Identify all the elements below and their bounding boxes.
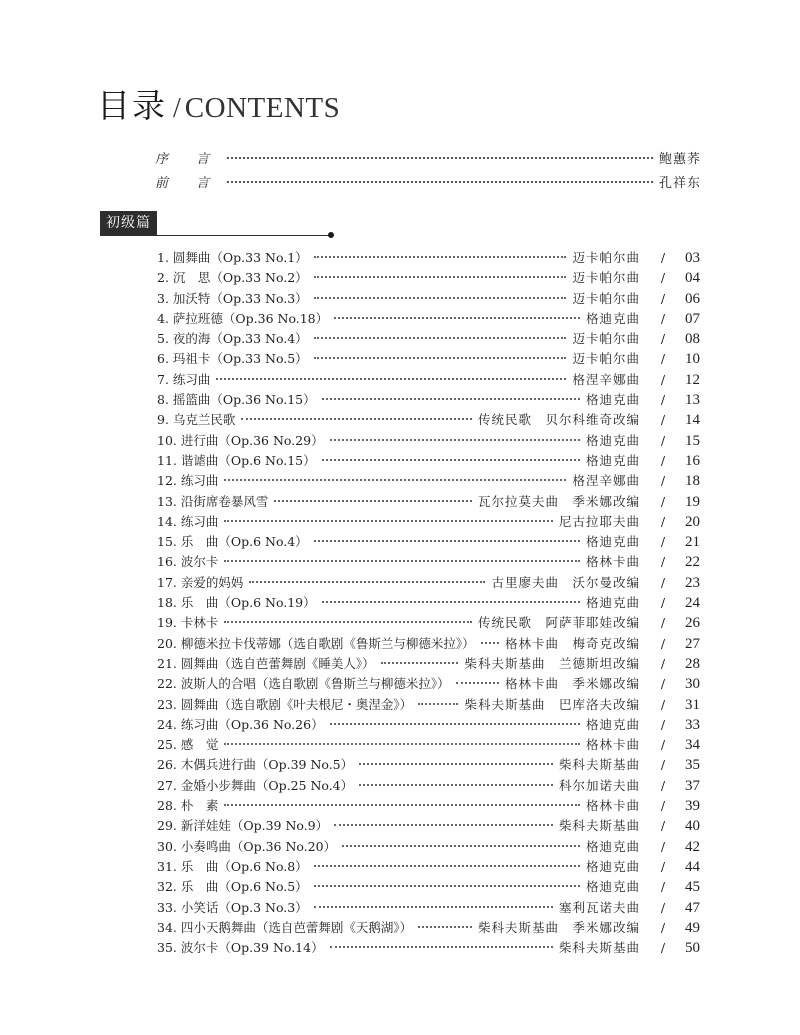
- toc-page-number: 07: [685, 310, 700, 327]
- toc-slash: /: [660, 534, 666, 550]
- dot-leader: [359, 763, 553, 765]
- toc-page-number: 50: [685, 940, 700, 957]
- toc-page-number: 34: [685, 737, 700, 754]
- toc-entry[interactable]: [157, 268, 700, 288]
- toc-entry[interactable]: [157, 512, 700, 532]
- toc-entry-credit: 迈卡帕尔曲: [572, 250, 640, 265]
- toc-page-number: 49: [685, 919, 700, 936]
- toc-entry-title: 27. 金婚小步舞曲（Op.25 No.4）: [157, 777, 354, 793]
- toc-slash: /: [660, 899, 666, 915]
- dot-leader: [314, 865, 580, 867]
- toc-entry-credit: 格迪克曲: [585, 858, 640, 874]
- toc-entry-title: 13. 沿街席卷暴风雪: [157, 493, 269, 509]
- intro-list: [155, 148, 701, 196]
- intro-title: 前 言: [155, 176, 222, 191]
- dot-leader: [224, 621, 472, 623]
- toc-entry[interactable]: [157, 613, 700, 633]
- toc-entry-credit: 科尔加诺夫曲: [558, 777, 640, 793]
- dot-leader: [314, 276, 567, 278]
- dot-leader: [314, 906, 553, 908]
- toc-page-number: 14: [685, 412, 700, 429]
- dot-leader: [481, 642, 499, 644]
- dot-leader: [342, 845, 580, 847]
- toc-slash: /: [660, 473, 666, 489]
- toc-entry[interactable]: [157, 390, 700, 410]
- toc-slash: /: [660, 818, 666, 834]
- toc-slash: /: [660, 879, 666, 895]
- toc-page-number: 37: [685, 777, 700, 794]
- dot-leader: [241, 418, 472, 420]
- toc-entry[interactable]: [157, 289, 700, 309]
- toc-entry[interactable]: [157, 329, 700, 349]
- dot-leader: [314, 337, 567, 339]
- toc-slash: /: [660, 371, 666, 387]
- toc-page-number: 42: [685, 838, 700, 855]
- toc-slash: /: [660, 858, 666, 874]
- toc-entry-title: 19. 卡林卡: [157, 615, 219, 631]
- dot-leader: [334, 824, 553, 826]
- toc-entry-title: 5. 夜的海（Op.33 No.4）: [157, 331, 308, 347]
- toc-page-number: 40: [685, 818, 700, 835]
- dot-leader: [224, 560, 580, 562]
- toc-slash: /: [660, 838, 666, 854]
- toc-slash: /: [660, 635, 666, 651]
- toc-entry[interactable]: [157, 431, 700, 451]
- toc-slash: /: [660, 310, 666, 326]
- toc-page-number: 31: [685, 696, 700, 713]
- toc-page-number: 06: [685, 290, 700, 307]
- toc-entry-credit: 柴科夫斯基曲 兰德斯坦改编: [464, 655, 640, 671]
- toc-entry-title: 34. 四小天鹅舞曲（选自芭蕾舞剧《天鹅湖》）: [157, 919, 413, 935]
- toc-entry-title: 35. 波尔卡（Op.39 No.14）: [157, 940, 324, 956]
- toc-entry-credit: 格迪克曲: [585, 716, 640, 732]
- toc-page-number: 39: [685, 798, 700, 815]
- dot-leader: [418, 703, 458, 705]
- toc-entry-title: 25. 感 觉: [157, 737, 219, 753]
- toc-page-number: 26: [685, 615, 700, 632]
- toc-entry[interactable]: [157, 796, 700, 816]
- dot-leader: [224, 743, 580, 745]
- dot-leader: [456, 682, 499, 684]
- toc-entry-title: 15. 乐 曲（Op.6 No.4）: [157, 534, 308, 550]
- dot-leader: [314, 357, 567, 359]
- toc-entry-credit: 塞利瓦诺夫曲: [558, 899, 640, 915]
- dot-leader: [227, 181, 653, 183]
- toc-entry-title: 4. 萨拉班德（Op.36 No.18）: [157, 310, 329, 326]
- toc-entry-title: 2. 沉 思（Op.33 No.2）: [157, 270, 308, 286]
- toc-entry-title: 24. 练习曲（Op.36 No.26）: [157, 716, 324, 732]
- dot-leader: [330, 439, 580, 441]
- toc-page-number: 08: [685, 331, 700, 348]
- toc-page-number: 24: [685, 595, 700, 612]
- dot-leader: [381, 662, 459, 664]
- toc-entry-credit: 格林卡曲: [585, 798, 640, 814]
- toc-page-number: 12: [685, 371, 700, 388]
- toc-entry[interactable]: [157, 248, 700, 268]
- toc-entry[interactable]: [157, 695, 700, 715]
- toc-entry-title: 32. 乐 曲（Op.6 No.5）: [157, 879, 308, 895]
- toc-entry[interactable]: [157, 715, 700, 735]
- toc-slash: /: [660, 452, 666, 468]
- toc-slash: /: [660, 595, 666, 611]
- toc-slash: /: [660, 493, 666, 509]
- toc-slash: /: [660, 290, 666, 306]
- dot-leader: [216, 378, 566, 380]
- toc-slash: /: [660, 777, 666, 793]
- toc-entry[interactable]: [157, 370, 700, 390]
- toc-entry-credit: 迈卡帕尔曲: [572, 270, 640, 286]
- toc-page-number: 44: [685, 858, 700, 875]
- toc-entry-title: 10. 进行曲（Op.36 No.29）: [157, 432, 324, 448]
- dot-leader: [330, 723, 580, 725]
- toc-entry[interactable]: [157, 309, 700, 329]
- toc-entry[interactable]: [157, 573, 700, 593]
- toc-entry-credit: 格林卡曲: [585, 737, 640, 753]
- toc-entry-title: 12. 练习曲: [157, 473, 219, 489]
- toc-entry-credit: 格迪克曲: [585, 534, 640, 550]
- toc-slash: /: [660, 676, 666, 692]
- toc-entry[interactable]: [157, 349, 700, 369]
- toc-slash: /: [660, 270, 666, 286]
- toc-entry-title: 29. 新洋娃娃（Op.39 No.9）: [157, 818, 329, 834]
- toc-page-number: 30: [685, 676, 700, 693]
- toc-page-number: 45: [685, 879, 700, 896]
- toc-entry-credit: 格涅辛娜曲: [572, 371, 640, 387]
- dot-leader: [334, 317, 580, 319]
- toc-slash: /: [660, 716, 666, 732]
- toc-slash: /: [660, 250, 666, 265]
- toc-page-number: 47: [685, 899, 700, 916]
- toc-entry-title: 22. 波斯人的合唱（选自歌剧《鲁斯兰与柳德米拉》）: [157, 676, 450, 692]
- section-label: 初级篇: [100, 211, 157, 235]
- toc-page-number: 15: [685, 432, 700, 449]
- toc-entry-title: 17. 亲爱的妈妈: [157, 574, 244, 590]
- toc-slash: /: [660, 696, 666, 712]
- intro-title: 序 言: [155, 152, 222, 167]
- page-title: [97, 80, 340, 127]
- toc-entry-credit: 格迪克曲: [585, 452, 640, 468]
- toc-entry-credit: 格林卡曲: [585, 554, 640, 570]
- title-english: CONTENTS: [184, 92, 341, 124]
- toc-page-number: 18: [685, 473, 700, 490]
- toc-entry[interactable]: [157, 674, 700, 694]
- toc-entry-credit: 传统民歌 阿萨菲耶娃改编: [477, 615, 640, 631]
- toc-entry-title: 1. 圆舞曲（Op.33 No.1）: [157, 250, 308, 265]
- toc-entry[interactable]: [157, 654, 700, 674]
- toc-entry[interactable]: [157, 532, 700, 552]
- dot-leader: [314, 540, 580, 542]
- toc-slash: /: [660, 331, 666, 347]
- toc-slash: /: [660, 513, 666, 529]
- toc-entry[interactable]: [157, 634, 700, 654]
- toc-entry-credit: 格林卡曲 季米娜改编: [504, 676, 640, 692]
- toc-entry-title: 7. 练习曲: [157, 371, 211, 387]
- toc-slash: /: [660, 432, 666, 448]
- section-rule: [100, 235, 330, 236]
- toc-entry-credit: 格迪克曲: [585, 595, 640, 611]
- dot-leader: [322, 601, 580, 603]
- toc-entry-title: 28. 朴 素: [157, 798, 219, 814]
- intro-item[interactable]: [155, 148, 701, 172]
- title-chinese: 目录: [97, 86, 167, 125]
- toc-entry[interactable]: [157, 877, 700, 897]
- toc-page-number: 19: [685, 493, 700, 510]
- toc-entry[interactable]: [157, 918, 700, 938]
- toc-slash: /: [660, 351, 666, 367]
- toc-page-number: 20: [685, 513, 700, 530]
- toc-slash: /: [660, 574, 666, 590]
- toc-entry-credit: 尼古拉耶夫曲: [558, 513, 640, 529]
- toc-entry-title: 9. 乌克兰民歌: [157, 412, 236, 428]
- toc-entry-credit: 柴科夫斯基曲: [558, 940, 640, 956]
- toc-slash: /: [660, 919, 666, 935]
- toc-entry[interactable]: [157, 735, 700, 755]
- toc-entry-title: 8. 摇篮曲（Op.36 No.15）: [157, 392, 316, 408]
- toc-entry[interactable]: [157, 755, 700, 775]
- dot-leader: [274, 500, 472, 502]
- dot-leader: [359, 784, 553, 786]
- toc-entry[interactable]: [157, 938, 700, 958]
- toc-slash: /: [660, 655, 666, 671]
- toc-entry[interactable]: [157, 837, 700, 857]
- toc-entry[interactable]: [157, 857, 700, 877]
- dot-leader: [227, 157, 653, 159]
- toc-entry-credit: 柴科夫斯基曲 巴库洛夫改编: [464, 696, 640, 712]
- dot-leader: [418, 926, 472, 928]
- toc-entry-title: 3. 加沃特（Op.33 No.3）: [157, 290, 308, 306]
- toc-page-number: 13: [685, 392, 700, 409]
- toc-entry-credit: 格涅辛娜曲: [572, 473, 640, 489]
- toc-page-number: 35: [685, 757, 700, 774]
- dot-leader: [224, 520, 553, 522]
- toc-page-number: 03: [685, 250, 700, 266]
- toc-slash: /: [660, 615, 666, 631]
- toc-entry[interactable]: [157, 816, 700, 836]
- toc-entry-title: 18. 乐 曲（Op.6 No.19）: [157, 595, 316, 611]
- dot-leader: [314, 885, 580, 887]
- toc-entry-title: 33. 小笑话（Op.3 No.3）: [157, 899, 308, 915]
- toc-entry-credit: 迈卡帕尔曲: [572, 290, 640, 306]
- toc-entry[interactable]: [157, 451, 700, 471]
- dot-leader: [322, 398, 580, 400]
- toc-list: [157, 248, 700, 958]
- toc-entry-title: 16. 波尔卡: [157, 554, 219, 570]
- toc-entry-title: 21. 圆舞曲（选自芭蕾舞剧《睡美人》）: [157, 655, 375, 671]
- toc-entry-title: 31. 乐 曲（Op.6 No.8）: [157, 858, 308, 874]
- toc-entry-title: 20. 柳德米拉卡伐蒂娜（选自歌剧《鲁斯兰与柳德米拉》）: [157, 635, 475, 651]
- toc-page-number: 22: [685, 554, 700, 571]
- toc-page-number: 21: [685, 534, 700, 551]
- toc-page-number: 28: [685, 655, 700, 672]
- toc-slash: /: [660, 798, 666, 814]
- intro-author: 鲍蕙荞: [658, 152, 701, 167]
- toc-entry-credit: 格迪克曲: [585, 392, 640, 408]
- toc-slash: /: [660, 392, 666, 408]
- toc-entry-credit: 古里廖夫曲 沃尔曼改编: [491, 574, 640, 590]
- toc-entry-credit: 格迪克曲: [585, 879, 640, 895]
- toc-slash: /: [660, 412, 666, 428]
- toc-entry-credit: 格迪克曲: [585, 310, 640, 326]
- section-header: [100, 211, 340, 239]
- dot-leader: [322, 459, 580, 461]
- dot-leader: [224, 804, 580, 806]
- toc-entry[interactable]: [157, 410, 700, 430]
- toc-page-number: 04: [685, 270, 700, 287]
- toc-entry-credit: 格迪克曲: [585, 838, 640, 854]
- toc-entry-credit: 柴科夫斯基曲 季米娜改编: [477, 919, 640, 935]
- intro-item[interactable]: [155, 172, 701, 196]
- toc-entry-credit: 柴科夫斯基曲: [558, 757, 640, 773]
- toc-slash: /: [660, 940, 666, 956]
- dot-leader: [224, 479, 566, 481]
- dot-leader: [330, 946, 553, 948]
- toc-entry-title: 26. 木偶兵进行曲（Op.39 No.5）: [157, 757, 354, 773]
- toc-page-number: 33: [685, 716, 700, 733]
- toc-entry[interactable]: [157, 552, 700, 572]
- dot-leader: [249, 581, 485, 583]
- dot-leader: [314, 256, 567, 258]
- toc-page-number: 23: [685, 574, 700, 591]
- toc-entry[interactable]: [157, 471, 700, 491]
- section-rule-dot: [328, 232, 334, 238]
- toc-entry[interactable]: [157, 593, 700, 613]
- toc-entry-title: 30. 小奏鸣曲（Op.36 No.20）: [157, 838, 337, 854]
- toc-page-number: 10: [685, 351, 700, 368]
- toc-entry-credit: 迈卡帕尔曲: [572, 351, 640, 367]
- toc-slash: /: [660, 737, 666, 753]
- title-separator: /: [173, 93, 181, 124]
- toc-entry-title: 6. 玛祖卡（Op.33 No.5）: [157, 351, 308, 367]
- toc-entry-title: 23. 圆舞曲（选自歌剧《叶夫根尼・奥涅金》）: [157, 696, 413, 712]
- intro-author: 孔祥东: [658, 176, 701, 191]
- toc-entry[interactable]: [157, 492, 700, 512]
- toc-entry[interactable]: [157, 776, 700, 796]
- dot-leader: [314, 297, 567, 299]
- toc-page-number: 16: [685, 452, 700, 469]
- toc-entry-credit: 格林卡曲 梅奇克改编: [504, 635, 640, 651]
- toc-entry-credit: 瓦尔拉莫夫曲 季米娜改编: [477, 493, 640, 509]
- toc-entry-credit: 格迪克曲: [585, 432, 640, 448]
- toc-slash: /: [660, 757, 666, 773]
- toc-entry[interactable]: [157, 898, 700, 918]
- toc-slash: /: [660, 554, 666, 570]
- toc-entry-title: 14. 练习曲: [157, 513, 219, 529]
- toc-entry-credit: 柴科夫斯基曲: [558, 818, 640, 834]
- toc-entry-credit: 迈卡帕尔曲: [572, 331, 640, 347]
- toc-entry-credit: 传统民歌 贝尔科维奇改编: [477, 412, 640, 428]
- toc-entry-title: 11. 谐谑曲（Op.6 No.15）: [157, 452, 316, 468]
- toc-page-number: 27: [685, 635, 700, 652]
